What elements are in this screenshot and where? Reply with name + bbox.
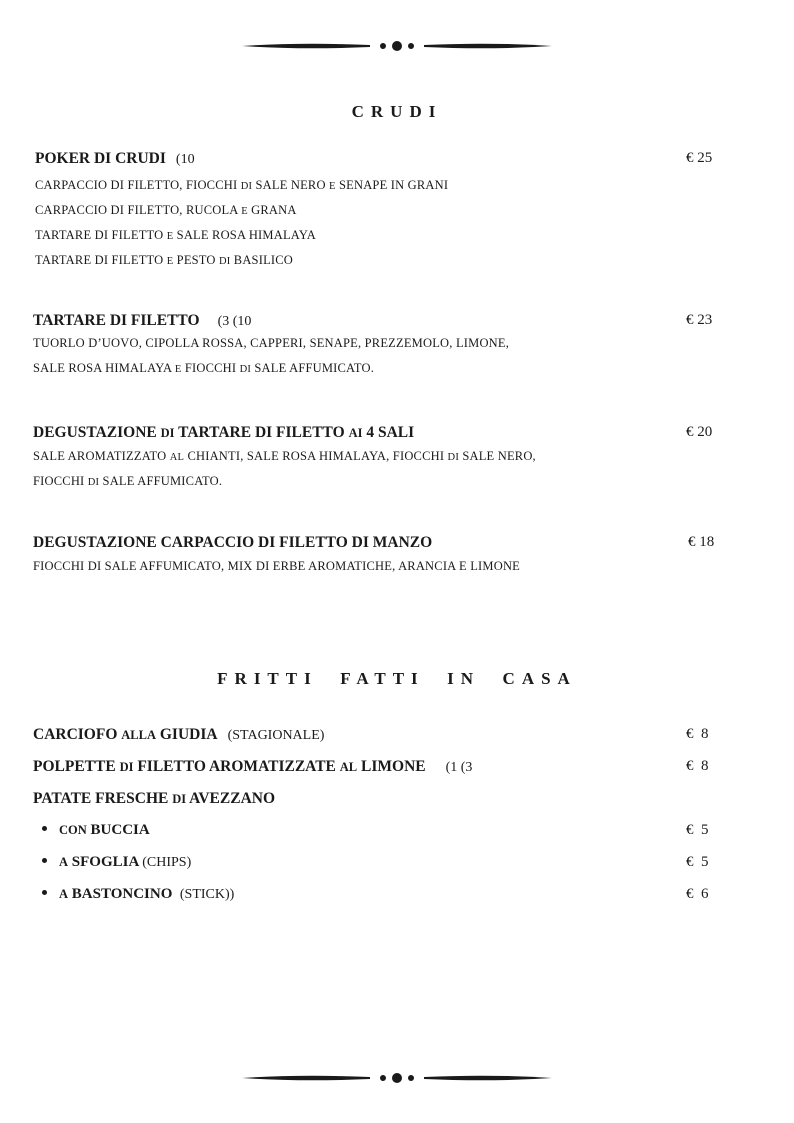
bullet-icon [42, 890, 47, 895]
item-polpette: POLPETTE DI FILETTO AROMATIZZATE AL LIMONE (1 (3 [33, 758, 473, 775]
bullet-item-bastoncino: A BASTONCINO (STICK)) [42, 886, 234, 903]
item-price: € 8 [686, 758, 709, 774]
desc-line: TARTARE DI FILETTO E SALE ROSA HIMALAYA [35, 228, 316, 242]
desc-line: TARTARE DI FILETTO E PESTO DI BASILICO [35, 253, 294, 267]
desc-line: CARPACCIO DI FILETTO, RUCOLA E GRANA [35, 203, 297, 217]
section-title-crudi: CRUDI [351, 102, 443, 121]
section-title-fritti: FRITTI FATTI IN CASA [217, 669, 577, 688]
item-price: € 5 [686, 854, 709, 870]
bottom-ornament [242, 1070, 552, 1086]
desc-line: FIOCCHI DI SALE AFFUMICATO. [33, 474, 223, 488]
desc-line: SALE AROMATIZZATO AL CHIANTI, SALE ROSA HIMALAYA, FIOCCHI DI SALE NERO, [33, 449, 536, 463]
bullet-item-sfoglia: A SFOGLIA (CHIPS) [42, 854, 191, 871]
item-price: € 5 [686, 822, 709, 838]
desc-line: TUORLO D’UOVO, CIPOLLA ROSSA, CAPPERI, SENAPE, PREZZEMOLO, LIMONE, [33, 336, 510, 350]
bullet-icon [42, 858, 47, 863]
item-note: (3 (10 [217, 314, 252, 329]
desc-line: SALE ROSA HIMALAYA E FIOCCHI DI SALE AFFUMICATO. [33, 361, 375, 375]
item-tartare-di-filetto [33, 312, 251, 330]
desc-line: FIOCCHI DI SALE AFFUMICATO, MIX DI ERBE AROMATICHE, ARANCIA E LIMONE [33, 559, 521, 573]
item-note: (10 [175, 152, 195, 167]
bullet-icon [42, 826, 47, 831]
item-price: € 25 [686, 150, 713, 166]
item-degustazione-carpaccio: DEGUSTAZIONE CARPACCIO DI FILETTO DI MANZO [33, 534, 433, 551]
item-patate: PATATE FRESCHE DI AVEZZANO [33, 790, 276, 807]
item-price: € 20 [686, 424, 713, 440]
item-price: € 8 [686, 726, 709, 742]
item-price: € 23 [686, 312, 713, 328]
item-name: TARTARE DI FILETTO [33, 312, 200, 329]
desc-line: CARPACCIO DI FILETTO, FIOCCHI DI SALE NERO E SENAPE IN GRANI [35, 178, 449, 192]
bullet-item-buccia: CON BUCCIA [42, 822, 150, 839]
item-name: POKER DI CRUDI [35, 150, 166, 167]
item-price: € 6 [686, 886, 709, 902]
item-carciofo: CARCIOFO ALLA GIUDIA (STAGIONALE) [33, 726, 325, 743]
item-poker-di-crudi [35, 150, 195, 168]
top-ornament [242, 38, 552, 54]
item-note: (STAGIONALE) [227, 728, 325, 743]
item-price: € 18 [688, 534, 715, 550]
item-degustazione-tartare: DEGUSTAZIONE DI TARTARE DI FILETTO AI 4 SALI [33, 424, 415, 441]
item-note: (1 (3 [445, 760, 473, 775]
